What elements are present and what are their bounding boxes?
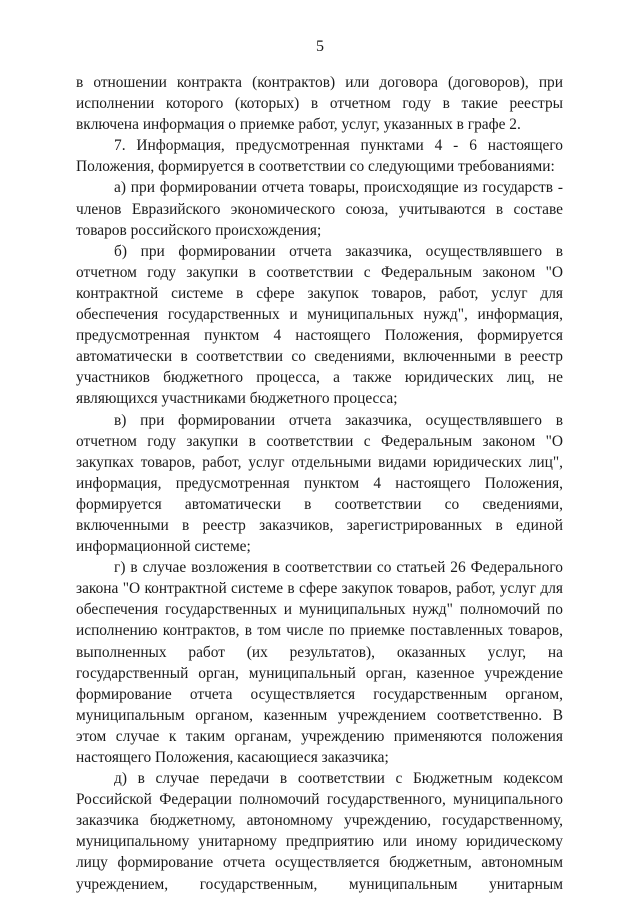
document-body: [76, 72, 563, 895]
paragraph-continuation: в отношении контракта (контрактов) или договора (договоров), при исполнении которого (которых) в отчетном году в такие реестры включена информация о приемке работ, услуг, указанных в графе 2.: [76, 74, 563, 134]
paragraph-subitem-b: б) при формировании отчета заказчика, осуществлявшего в отчетном году закупки в соответствии с Федеральным законом "О контрактной системе в сфере закупок товаров, работ, услуг для обеспечения государственных и муниципальных нужд", информация, предусмотренная пунктом 4 настоящего Положения, формируется автоматически в соответствии со сведениями, включенными в реестр участников бюджетного процесса, а также юридических лиц, не являющихся участниками бюджетного процесса;: [76, 242, 563, 408]
paragraph-subitem-a: а) при формировании отчета товары, происходящие из государств - членов Евразийского экономического союза, учитываются в составе товаров российского происхождения;: [76, 179, 563, 239]
paragraph-subitem-g: г) в случае возложения в соответствии со статьей 26 Федерального закона "О контрактной системе в сфере закупок товаров, работ, услуг для обеспечения государственных и муниципальных нужд" полномочий по исполнению контрактов, в том числе по приемке поставленных товаров, выполненных работ (их результатов), оказанных услуг, на государственный орган, муниципальный орган, казенное учреждение формирование отчета осуществляется государственным органом, муниципальным органом, казенным учреждением соответственно. В этом случае к таким органам, учреждению применяются положения настоящего Положения, касающиеся заказчика;: [76, 559, 563, 766]
paragraph-subitem-v: в) при формировании отчета заказчика, осуществлявшего в отчетном году закупки в соответствии с Федеральным законом "О закупках товаров, работ, услуг отдельными видами юридических лиц", информация, предусмотренная пунктом 4 настоящего Положения, формируется автоматически в соответствии со сведениями, включенными в реестр заказчиков, зарегистрированных в единой информационной системе;: [76, 411, 563, 556]
page-number: 5: [316, 38, 324, 55]
paragraph-item-7: 7. Информация, предусмотренная пунктами 4 - 6 настоящего Положения, формируется в соответствии со следующими требованиями:: [76, 137, 563, 176]
paragraph-subitem-d: д) в случае передачи в соответствии с Бюджетным кодексом Российской Федерации полномочий государственного, муниципального заказчика бюджетному, автономному учреждению, государственному, муниципальному унитарному предприятию или иному юридическому лицу формирование отчета осуществляется бюджетным, автономным учреждением, государственным, муниципальным унитарным: [76, 770, 563, 893]
